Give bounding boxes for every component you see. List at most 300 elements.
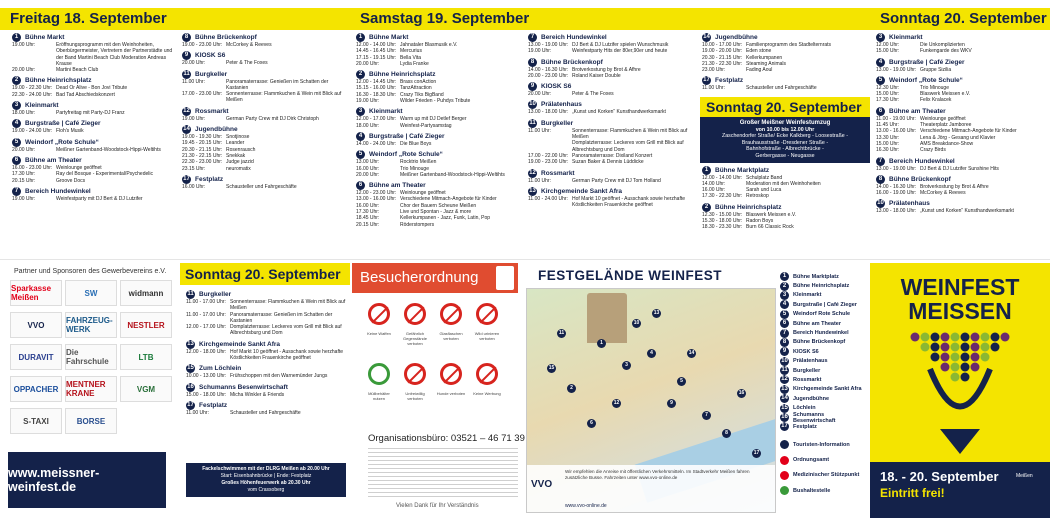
event-row — [12, 67, 180, 73]
event-row — [182, 116, 350, 122]
event-row — [528, 128, 700, 141]
event-description: Peter & The Foxes — [226, 60, 268, 67]
venue-number: 4 — [356, 132, 365, 141]
legend-item — [780, 394, 868, 403]
event-description: Crazy Birds — [920, 147, 946, 154]
venue-number: 13 — [529, 187, 536, 194]
event-time: 19.00 - 22.30 Uhr: — [12, 85, 53, 92]
event-time: 11.00 Uhr: — [182, 78, 205, 85]
legend-label: Burgkeller — [793, 367, 821, 374]
map-pin[interactable]: 16 — [738, 390, 745, 396]
legend-label: Bühne am Theater — [793, 320, 841, 327]
event-time: 11.00 - 17.00 Uhr: — [186, 299, 226, 305]
venue-number: 16 — [187, 383, 194, 390]
venue-name: Bühne Markt — [369, 34, 409, 41]
sponsor-logo: S-TAXI — [10, 408, 62, 434]
event-time: 11.00 Uhr: — [528, 127, 551, 134]
event-time: 19.00 - 24.00 Uhr: — [12, 128, 53, 135]
venue-name: Weindorf „Rote Schule“ — [25, 138, 99, 146]
prohibition-icon — [440, 303, 462, 325]
map-pin[interactable]: 1 — [597, 339, 606, 348]
sponsor-logo: Die Fahrschule — [65, 344, 117, 370]
venue-number: 9 — [528, 82, 537, 91]
venue-name: Burgkeller — [541, 119, 574, 127]
event-description: Rosenrausch — [226, 146, 256, 153]
event-time: 23.15 Uhr: — [182, 165, 206, 172]
legend-item — [780, 347, 868, 356]
event-row — [186, 373, 346, 379]
event-time: 15.00 Uhr: — [876, 48, 900, 55]
event-description: Weinfestparty Hits der 80er,90er und heute — [572, 48, 668, 55]
venue-name: Burgkeller — [195, 70, 228, 78]
sunday-subheading: Sonntag 20. September — [700, 97, 870, 117]
legend-label: Rossmarkt — [793, 376, 822, 383]
event-time: 15.00 - 18.00 Uhr: — [186, 391, 227, 398]
event-row — [356, 222, 524, 228]
legend-label: Kleinmarkt — [793, 292, 822, 299]
event-time: 10.00 - 13.00 Uhr: — [186, 373, 227, 380]
event-time: 12.00 - 14.45 Uhr: — [356, 79, 397, 86]
parade-box — [700, 117, 870, 163]
legend-number: 9 — [780, 347, 789, 356]
event-description: German Party Crew mit DJ Dirk Christoph — [226, 115, 319, 122]
map-pin[interactable]: 13 — [653, 310, 660, 316]
event-description: Partyfreitag mit Party-DJ Franz — [56, 110, 125, 117]
event-description: Kellerkumpanen — [746, 54, 783, 61]
prohibition-icon — [368, 303, 390, 325]
venue-heading — [182, 107, 350, 116]
event-time: 14.00 Uhr: — [702, 180, 726, 187]
venue-heading — [702, 203, 870, 212]
venue-name: Prälatenhaus — [889, 200, 930, 208]
grape — [961, 333, 970, 342]
grape — [961, 353, 970, 362]
event-row — [186, 410, 346, 416]
event-time: 11.00 Uhr: — [702, 85, 725, 92]
event-description: DJ Bert & DJ Lutzifer Sunshine Hits — [920, 165, 999, 172]
venue-name: Bühne Brückenkopf — [541, 58, 603, 66]
map-pin[interactable]: 10 — [633, 320, 640, 326]
legend-number: 16 — [781, 414, 788, 421]
prohibition-icon — [476, 363, 498, 385]
legend-label: Schumanns Besenwirtschaft — [793, 411, 836, 424]
legend-number: 14 — [781, 395, 788, 402]
grape — [981, 333, 990, 342]
cover-free: Eintritt frei! — [880, 486, 945, 500]
event-time: 11.00 Uhr: — [186, 409, 209, 416]
venue-heading — [356, 150, 524, 159]
sponsor-logo: MENTNER KRANE — [65, 376, 117, 402]
event-description: Weinfest-Partysamstag — [400, 122, 452, 129]
map-pin[interactable]: 14 — [688, 350, 695, 356]
sponsor-logo: DURAVIT — [10, 344, 62, 370]
rule-label: Müllbehälter nutzen — [368, 391, 390, 401]
venue-number: 6 — [876, 107, 885, 116]
event-description: Roland Kaiser Double — [572, 72, 621, 79]
venue-name: Bühne Heinrichsplatz — [369, 71, 436, 79]
event-description: Schausteller und Fahrgeschäfte — [746, 85, 817, 92]
legend-number: 15 — [781, 404, 788, 411]
legend-label: Kirchgemeinde Sankt Afra — [793, 386, 862, 393]
event-row — [876, 190, 1048, 196]
venue-number: 2 — [356, 70, 365, 79]
map-pin[interactable]: 4 — [647, 349, 656, 358]
event-time: 17.30 Uhr: — [356, 209, 380, 216]
grape — [921, 333, 930, 342]
venue-heading — [702, 76, 868, 85]
venue-heading — [182, 51, 350, 60]
event-description: Dead Or Alive - Bon Jovi Tribute — [56, 85, 128, 92]
event-time: 21.30 - 22.30 Uhr: — [702, 60, 743, 67]
event-row — [186, 312, 346, 325]
event-row — [356, 61, 524, 67]
venue-number: 12 — [529, 169, 536, 176]
event-description: Brotverkostung by Brot & Afhre — [572, 66, 641, 73]
event-time: 13.00 Uhr: — [356, 159, 380, 166]
event-row — [356, 123, 524, 129]
event-description: Eden stone — [746, 48, 772, 55]
legend-label: Bühne Marktplatz — [793, 273, 839, 280]
grape — [961, 363, 970, 372]
event-time: 13.00 - 18.00 Uhr: — [528, 109, 569, 116]
legend-item — [780, 319, 868, 328]
grape — [951, 343, 960, 352]
cover-title-1: WEINFEST — [900, 274, 1020, 300]
legend-item — [780, 281, 868, 290]
event-time: 11.00 Uhr: — [528, 177, 551, 184]
event-description: Schulplatz Band — [746, 174, 783, 181]
grape — [951, 353, 960, 362]
friday-heading: Freitag 18. September — [0, 8, 350, 30]
venue-heading — [12, 138, 180, 147]
website-url[interactable]: www.meissner-weinfest.de — [8, 452, 166, 508]
venue-number: 8 — [528, 58, 537, 67]
cathedral-icon — [587, 293, 627, 343]
map-pin[interactable]: 2 — [567, 384, 576, 393]
event-description: Chor der Bauern Scheune Meißen — [400, 202, 477, 209]
venue-name: Festplatz — [195, 175, 224, 183]
event-description: Warm up mit DJ Detlef Berger — [400, 116, 467, 123]
legend-label: Bushaltestelle — [793, 487, 831, 494]
legend-number: 3 — [780, 291, 789, 300]
event-time: 19.00 - 20.00 Uhr: — [702, 48, 743, 55]
footer-line: Start: Eisenbahnbrücke | Ende: Festplatz — [220, 473, 312, 479]
legend-item — [780, 385, 868, 394]
legend-label: Burgstraße | Café Zieger — [793, 301, 857, 308]
event-time: 19.00 Uhr: — [182, 115, 206, 122]
friday-column-right — [182, 30, 350, 190]
legend-extra-item — [780, 486, 868, 495]
event-row — [356, 98, 524, 104]
event-row — [12, 42, 180, 67]
event-description: Fading Aoul — [746, 67, 773, 74]
vvo-url[interactable]: www.vvo-online.de — [565, 503, 607, 509]
event-time: 14.00 - 24.00 Uhr: — [356, 140, 397, 147]
venue-number: 4 — [12, 119, 21, 128]
event-time: 20.00 Uhr: — [356, 60, 380, 67]
event-description: Blaswerk Meissen e.V. — [920, 91, 971, 98]
prohibition-icon — [404, 303, 426, 325]
grape — [941, 333, 950, 342]
event-description: Radon Boys — [746, 218, 774, 225]
map-pin[interactable]: 6 — [587, 419, 596, 428]
venue-heading — [876, 157, 1048, 166]
map-legend-extra — [780, 440, 868, 496]
event-time: 19.00 Uhr: — [12, 195, 36, 202]
event-row — [528, 91, 700, 97]
venue-heading — [186, 401, 346, 410]
event-row — [12, 147, 180, 153]
event-time: 17.30 Uhr: — [12, 171, 36, 178]
legend-number: 7 — [780, 329, 789, 338]
event-time: 12.30 Uhr: — [876, 84, 900, 91]
event-description: Bella Vita — [400, 54, 422, 61]
event-description: Die Blue Boys — [400, 140, 432, 147]
venue-heading — [528, 187, 700, 196]
footer-line: vom Crassoberg — [247, 487, 285, 493]
event-row — [876, 147, 1048, 153]
event-description: Schausteller und Fahrgeschäfte — [230, 409, 301, 416]
sunday-column-mid — [700, 166, 870, 231]
legend-label: Festplatz — [793, 423, 817, 430]
event-description: Floh's Musik — [56, 128, 84, 135]
legend-symbol-icon — [780, 471, 789, 480]
event-description: Domplatzterrasse: Leckeres vom Grill mit Blick auf Albrechtsburg und Dom — [230, 324, 342, 337]
event-description: Röderstompers — [400, 221, 435, 228]
venue-name: Bühne Brückenkopf — [889, 175, 951, 183]
grape — [961, 343, 970, 352]
event-time: 12.00 - 18.00 Uhr: — [186, 348, 227, 355]
event-row — [356, 141, 524, 147]
venue-heading — [186, 290, 346, 299]
venue-heading — [12, 33, 180, 42]
event-time: 13.00 - 19.00 Uhr: — [876, 66, 917, 73]
venue-name: Zum Löchlein — [199, 365, 242, 373]
event-time: 20.00 Uhr: — [182, 60, 206, 67]
venue-name: Jugendbühne — [195, 126, 238, 134]
event-description: Familienprogramm des Stadtelternrats — [746, 42, 832, 48]
legend-label: Bereich Hundewinkel — [793, 330, 849, 337]
venue-name: KIOSK S6 — [541, 83, 572, 91]
besucherordnung-title: Besucherordnung — [352, 263, 518, 293]
event-row — [186, 349, 346, 362]
footer-line: Fackelschwimmen mit der DLRG Meißen ab 20.00 Uhr — [202, 466, 330, 472]
event-time: 15.00 Uhr: — [876, 140, 900, 147]
event-description: Brass conAction — [400, 79, 437, 86]
legend-number: 11 — [781, 367, 788, 374]
event-description: Blaswerk Meissen e.V. — [746, 211, 797, 218]
event-time: 19.00 Uhr: — [528, 48, 552, 55]
event-description: Theaterplatz Jamboree — [920, 122, 972, 129]
event-description: „Kunst und Korken“ Kunsthandwerksmarkt — [572, 109, 666, 116]
event-time: 12.00 - 17.00 Uhr: — [356, 116, 397, 123]
event-description: Meißner Gartenband-Woodstock-Hippi-Weltihts — [400, 171, 505, 178]
event-description: Brotverkostung by Brot & Afhre — [920, 183, 989, 190]
event-row — [702, 67, 868, 73]
venue-number: 5 — [12, 138, 21, 147]
venue-name: Burgkeller — [199, 291, 232, 298]
event-row — [182, 166, 350, 172]
event-description: Weinlounge geöffnet — [920, 115, 966, 122]
venue-name: Bühne Marktplatz — [715, 166, 770, 174]
venue-number: 8 — [876, 175, 885, 184]
event-row — [182, 60, 350, 66]
venue-number: 17 — [183, 175, 190, 182]
venue-name: Bühne Heinrichsplatz — [25, 77, 92, 85]
grape — [941, 363, 950, 372]
event-row — [12, 178, 180, 184]
event-description: Snekkak — [226, 152, 246, 159]
legend-item — [780, 357, 868, 366]
map-pin[interactable]: 3 — [622, 361, 631, 370]
event-description: Sonnenterrasse: Flammkuchen & Wein mit Blick auf Meißen — [230, 299, 346, 312]
map-pin[interactable]: 5 — [677, 377, 686, 386]
legend-item — [780, 366, 868, 375]
map-pin[interactable]: 11 — [558, 330, 565, 336]
legend-symbol-icon — [780, 486, 789, 495]
parade-line: Brauhausstraße -Dresdener Straße - — [741, 139, 829, 146]
event-description: Micha Winkler & Friends — [230, 391, 285, 398]
event-time: 18.45 Uhr: — [356, 215, 380, 222]
venue-heading — [876, 107, 1048, 116]
parade-line: Bahnhofstraße - Albrechtbrücke - — [746, 146, 824, 153]
event-description: Lydia Franke — [400, 60, 429, 67]
event-row — [528, 109, 700, 115]
event-description: Die Unkomplizierten — [920, 42, 965, 48]
map-pin[interactable]: 7 — [702, 411, 711, 420]
event-description: Moderation mit den Weinhoheiten — [746, 180, 821, 187]
grape — [921, 343, 930, 352]
event-description: Sonnenterrasse: Flammkuchen & Wein mit Blick auf Meißen — [572, 127, 688, 141]
venue-heading — [356, 33, 524, 42]
venue-number: 15 — [187, 365, 194, 372]
venue-heading — [528, 119, 700, 128]
event-description: Trio Minouge — [400, 165, 429, 172]
event-time: 10.00 - 17.00 Uhr: — [702, 42, 743, 48]
grape-logo-icon — [870, 329, 1050, 459]
grape — [951, 373, 960, 382]
venue-name: Burgstraße | Café Zieger — [889, 58, 965, 66]
venue-name: Bereich Hundewinkel — [889, 157, 955, 165]
venue-heading — [356, 132, 524, 141]
event-time: 16.30 Uhr: — [876, 147, 900, 154]
event-time: 20.15 Uhr: — [356, 221, 380, 228]
event-description: Funkengarde des WKV — [920, 48, 972, 55]
venue-number: 7 — [876, 157, 885, 166]
venue-number: 2 — [702, 203, 711, 212]
event-time: 18.30 - 23.30 Uhr: — [702, 224, 743, 231]
event-time: 20.00 Uhr: — [356, 171, 380, 178]
venue-name: Kirchgemeinde Sankt Afra — [541, 187, 623, 195]
event-description: Leander — [226, 140, 245, 147]
event-row — [356, 172, 524, 178]
event-row — [528, 73, 700, 79]
event-time: 17.00 - 23.00 Uhr: — [182, 91, 223, 98]
event-row — [876, 97, 1048, 103]
festival-map[interactable] — [526, 288, 776, 513]
map-pin[interactable]: 15 — [548, 365, 555, 371]
event-description: Sarah und Luca — [746, 187, 782, 194]
venue-heading — [528, 100, 700, 109]
legend-number: 17 — [781, 423, 788, 430]
event-time: 19.00 - 19.30 Uhr: — [182, 134, 223, 141]
venue-number: 12 — [183, 107, 190, 114]
venue-number: 17 — [187, 401, 194, 408]
event-description: Jahnataler Blasmusik e.V. — [400, 42, 458, 48]
map-pin[interactable]: 17 — [753, 450, 760, 456]
parade-line: von 10.00 bis 12.00 Uhr — [755, 126, 815, 133]
venue-heading — [876, 76, 1048, 85]
event-time: 12.00 - 14.00 Uhr: — [702, 174, 743, 181]
event-description: Felix Kralacek — [920, 97, 952, 104]
sponsor-logo: BORSE — [65, 408, 117, 434]
legend-label: Touristen-Information — [793, 441, 850, 448]
venue-name: Bereich Hundewinkel — [25, 187, 91, 195]
saturday-column-2 — [528, 30, 700, 208]
legend-item — [780, 422, 868, 431]
event-time: 16.00 - 19.00 Uhr: — [876, 190, 917, 197]
sunday-parade-block — [700, 97, 870, 231]
venue-name: Rossmarkt — [195, 107, 229, 115]
event-description: neuromatix — [226, 165, 251, 172]
event-description: Weinfestparty mit DJ Bert & DJ Lutzifer — [56, 195, 143, 202]
event-time: 20.00 Uhr: — [12, 67, 36, 74]
grape — [1001, 333, 1010, 342]
venue-heading — [702, 33, 868, 42]
venue-number: 1 — [12, 33, 21, 42]
venue-heading — [876, 33, 1048, 42]
event-time: 16.00 - 23.00 Uhr: — [12, 164, 53, 171]
sunday-heading: Sonntag 20. September — [870, 8, 1050, 30]
event-description: Panoramaterrasse: Genießen im Schatten der Kastanien — [226, 78, 329, 91]
event-time: 13.00 - 18.00 Uhr: — [876, 208, 917, 215]
venue-heading — [12, 119, 180, 128]
event-time: 15.00 Uhr: — [876, 91, 900, 98]
event-description: Hof Markt 10 geöffnet - Ausschank sowie herzhafte Köstlichkeiten Frauenkirche geöffnet — [572, 195, 686, 209]
event-time: 20.00 - 23.00 Uhr: — [528, 72, 569, 79]
venue-heading — [12, 76, 180, 85]
rule-label: Unfreiwillig verboten — [405, 391, 425, 401]
venue-number: 5 — [876, 76, 885, 85]
event-row — [182, 42, 350, 48]
venue-name: Weindorf „Rote Schule“ — [889, 76, 963, 84]
legend-label: KIOSK S6 — [793, 348, 819, 355]
event-time: 19.00 - 23.00 Uhr: — [182, 42, 223, 48]
venue-name: KIOSK S6 — [195, 52, 226, 60]
grape — [931, 343, 940, 352]
event-description: Verschiedene Mitmach-Angebote für Kinder — [920, 128, 1017, 135]
event-time: 11.00 - 19.00 Uhr: — [876, 115, 916, 122]
venue-number: 13 — [187, 340, 194, 347]
rule-label: Keine Waffen — [367, 331, 391, 336]
event-row — [12, 92, 180, 98]
event-description: Lena & Jörg - Gesang und Klavier — [920, 134, 996, 141]
grape — [991, 333, 1000, 342]
venue-number: 2 — [12, 76, 21, 85]
map-pin[interactable]: 9 — [667, 399, 676, 408]
venue-heading — [182, 33, 350, 42]
map-pin[interactable]: 12 — [613, 400, 620, 406]
venue-heading — [12, 101, 180, 110]
event-description: Steaming Animals — [746, 60, 787, 67]
legend-number: 5 — [780, 310, 789, 319]
event-time: 16.00 Uhr: — [356, 165, 380, 172]
map-pin[interactable]: 8 — [722, 429, 731, 438]
venue-heading — [702, 166, 870, 175]
event-row — [702, 85, 868, 91]
event-row — [186, 392, 346, 398]
legend-label: Ordnungsamt — [793, 457, 830, 464]
